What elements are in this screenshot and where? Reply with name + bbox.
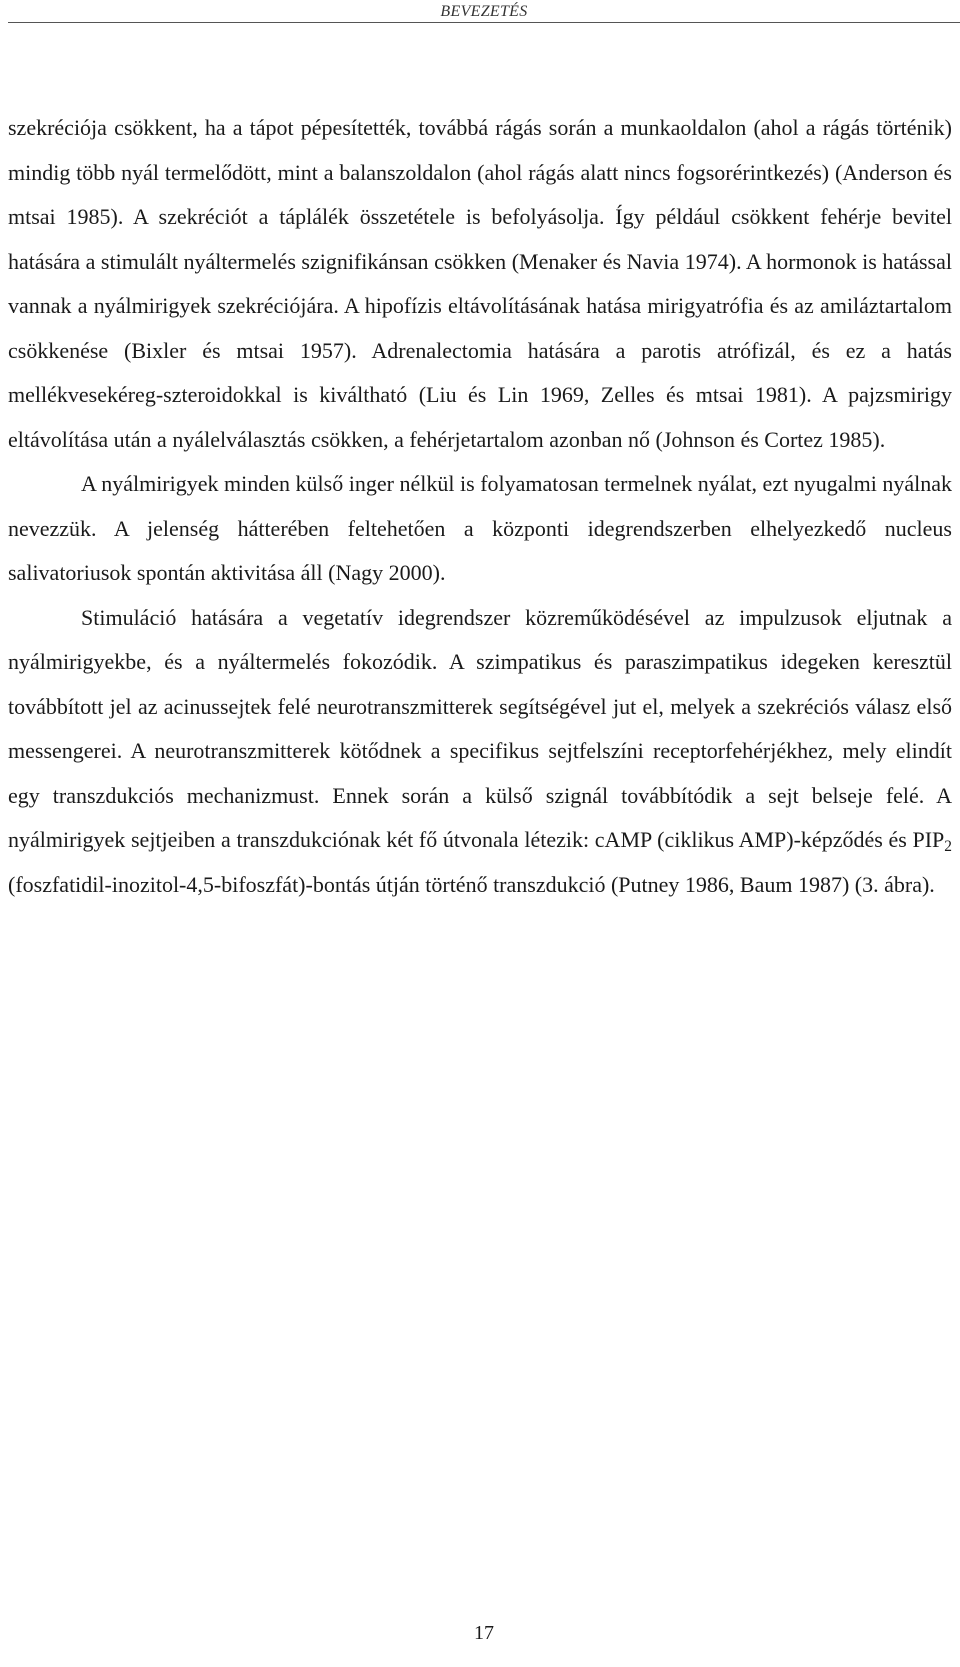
header-rule	[8, 22, 960, 23]
running-header: BEVEZETÉS	[440, 3, 528, 20]
paragraph-3-text-after: (foszfatidil-inozitol-4,5-bifoszfát)-bontás útján történő transzdukció (Putney 1986, Baum 1987) (3. ábra).	[8, 871, 935, 897]
paragraph-3-text-before: Stimuláció hatására a vegetatív idegrendszer közreműködésével az impulzusok eljutnak a nyálmirigyekbe, és a nyáltermelés fokozódik. A szimpatikus és paraszimpatikus idegeken keresztül továbbított jel az acinussejtek felé neurotranszmitterek segítségével jut el, melyek a szekréciós válasz első messengerei. A neurotranszmitterek kötődnek a specifikus sejtfelszíni receptorfehérjékhez, mely elindít egy transzdukciós mechanizmust. Ennek során a külső szignál továbbítódik a sejt belseje felé. A nyálmirigyek sejtjeiben a transzdukciónak két fő útvonala létezik: cAMP (ciklikus AMP)-képződés és PIP	[8, 604, 952, 852]
body-text	[8, 106, 952, 907]
page-number: 17	[474, 1622, 494, 1644]
paragraph-1: szekréciója csökkent, ha a tápot pépesítették, továbbá rágás során a munkaoldalon (ahol a rágás történik) mindig több nyál termelődött, mint a balanszoldalon (ahol rágás alatt nincs fogsorérintkezés) (Anderson és mtsai 1985). A szekréciót a táplálék összetétele is befolyásolja. Így például csökkent fehérje bevitel hatására a stimulált nyáltermelés szignifikánsan csökken (Menaker és Navia 1974). A hormonok is hatással vannak a nyálmirigyek szekréciójára. A hipofízis eltávolításának hatása mirigyatrófia és az amiláztartalom csökkenése (Bixler és mtsai 1957). Adrenalectomia hatására a parotis atrófizál, és ez a hatás mellékvesekéreg-szteroidokkal is kiváltható (Liu és Lin 1969, Zelles és mtsai 1981). A pajzsmirigy eltávolítása után a nyálelválasztás csökken, a fehérjetartalom azonban nő (Johnson és Cortez 1985).	[8, 115, 952, 452]
paragraph-3	[8, 596, 952, 908]
pip-subscript: 2	[944, 837, 952, 855]
paragraph-2: A nyálmirigyek minden külső inger nélkül is folyamatosan termelnek nyálat, ezt nyugalmi nyálnak nevezzük. A jelenség hátterében feltehetően a központi idegrendszerben elhelyezkedő nucleus salivatoriusok spontán aktivitása áll (Nagy 2000).	[8, 471, 952, 585]
